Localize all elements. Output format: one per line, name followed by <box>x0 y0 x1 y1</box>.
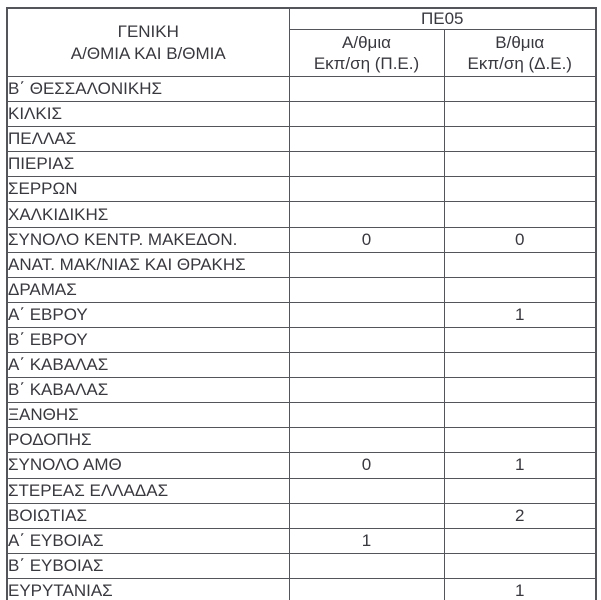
table-row-total <box>7 227 596 252</box>
table-row <box>7 403 596 428</box>
table-row <box>7 478 596 503</box>
pe-value-cell: 1 <box>289 528 444 553</box>
region-cell: Β΄ ΕΥΒΟΙΑΣ <box>7 553 289 578</box>
pe-value-cell <box>289 428 444 453</box>
region-cell: ΠΙΕΡΙΑΣ <box>7 152 289 177</box>
table-row <box>7 428 596 453</box>
table-row <box>7 503 596 528</box>
table-row <box>7 302 596 327</box>
region-cell: ΒΟΙΩΤΙΑΣ <box>7 503 289 528</box>
region-cell: ΞΑΝΘΗΣ <box>7 403 289 428</box>
region-cell: ΣΥΝΟΛΟ ΑΜΘ <box>7 453 289 478</box>
pe-value-cell <box>289 578 444 600</box>
region-cell: ΣΥΝΟΛΟ ΚΕΝΤΡ. ΜΑΚΕΔΟΝ. <box>7 227 289 252</box>
table-row <box>7 353 596 378</box>
de-value-cell <box>444 528 596 553</box>
de-value-cell <box>444 102 596 127</box>
table-row <box>7 528 596 553</box>
pe-value-cell <box>289 77 444 102</box>
primary-education-header-cell <box>289 30 444 77</box>
de-value-cell <box>444 202 596 227</box>
pe-value-cell <box>289 152 444 177</box>
region-cell: Α΄ ΕΥΒΟΙΑΣ <box>7 528 289 553</box>
table-row <box>7 77 596 102</box>
de-value-cell <box>444 428 596 453</box>
corner-header-cell <box>7 8 289 77</box>
region-cell: ΣΕΡΡΩΝ <box>7 177 289 202</box>
pe-value-cell <box>289 102 444 127</box>
table-row <box>7 327 596 352</box>
pe-value-cell <box>289 252 444 277</box>
de-value-cell: 1 <box>444 302 596 327</box>
table-row <box>7 553 596 578</box>
table-group-header-row <box>7 8 596 30</box>
pe-value-cell <box>289 503 444 528</box>
pe-value-cell: 0 <box>289 227 444 252</box>
staffing-table <box>6 7 597 600</box>
de-value-cell: 1 <box>444 578 596 600</box>
pe-value-cell <box>289 553 444 578</box>
table-row <box>7 152 596 177</box>
region-cell: Β΄ ΕΒΡΟΥ <box>7 327 289 352</box>
de-value-cell <box>444 152 596 177</box>
region-cell: ΕΥΡΥΤΑΝΙΑΣ <box>7 578 289 600</box>
de-value-cell <box>444 478 596 503</box>
table-row <box>7 378 596 403</box>
region-cell: ΡΟΔΟΠΗΣ <box>7 428 289 453</box>
pe-value-cell <box>289 127 444 152</box>
region-cell: ΔΡΑΜΑΣ <box>7 277 289 302</box>
de-value-cell <box>444 353 596 378</box>
de-value-cell <box>444 127 596 152</box>
primary-header-line1: Α/θμια <box>342 32 391 52</box>
table-row <box>7 252 596 277</box>
secondary-header-line2: Εκπ/ση (Δ.Ε.) <box>467 54 572 73</box>
de-value-cell <box>444 403 596 428</box>
de-value-cell <box>444 77 596 102</box>
corner-header-line2: Α/ΘΜΙΑ ΚΑΙ Β/ΘΜΙΑ <box>70 43 226 63</box>
table-row <box>7 127 596 152</box>
de-value-cell <box>444 252 596 277</box>
region-cell: ΣΤΕΡΕΑΣ ΕΛΛΑΔΑΣ <box>7 478 289 503</box>
primary-header-line2: Εκπ/ση (Π.Ε.) <box>313 54 420 73</box>
de-value-cell <box>444 553 596 578</box>
de-value-cell: 2 <box>444 503 596 528</box>
de-value-cell: 1 <box>444 453 596 478</box>
specialty-header-cell: ΠΕ05 <box>289 8 596 30</box>
de-value-cell <box>444 327 596 352</box>
table-row <box>7 177 596 202</box>
table-row <box>7 277 596 302</box>
corner-header-line1: ΓΕΝΙΚΗ <box>117 22 179 42</box>
table-row <box>7 578 596 600</box>
de-value-cell <box>444 277 596 302</box>
pe-value-cell <box>289 403 444 428</box>
region-cell: Β΄ ΚΑΒΑΛΑΣ <box>7 378 289 403</box>
region-cell: Β΄ ΘΕΣΣΑΛΟΝΙΚΗΣ <box>7 77 289 102</box>
table-row <box>7 102 596 127</box>
pe-value-cell <box>289 353 444 378</box>
pe-value-cell <box>289 277 444 302</box>
region-cell: ΠΕΛΛΑΣ <box>7 127 289 152</box>
pe-value-cell <box>289 302 444 327</box>
secondary-header-line1: Β/θμια <box>495 32 545 52</box>
pe-value-cell <box>289 202 444 227</box>
de-value-cell: 0 <box>444 227 596 252</box>
pe-value-cell <box>289 177 444 202</box>
pe-value-cell: 0 <box>289 453 444 478</box>
region-cell: Α΄ ΕΒΡΟΥ <box>7 302 289 327</box>
region-cell: ΚΙΛΚΙΣ <box>7 102 289 127</box>
de-value-cell <box>444 177 596 202</box>
region-cell: ΧΑΛΚΙΔΙΚΗΣ <box>7 202 289 227</box>
pe-value-cell <box>289 327 444 352</box>
de-value-cell <box>444 378 596 403</box>
pe-value-cell <box>289 478 444 503</box>
secondary-education-header-cell <box>444 30 596 77</box>
region-cell: ΑΝΑΤ. ΜΑΚ/ΝΙΑΣ ΚΑΙ ΘΡΑΚΗΣ <box>7 252 289 277</box>
table-row <box>7 202 596 227</box>
table-row-total <box>7 453 596 478</box>
pe-value-cell <box>289 378 444 403</box>
region-cell: Α΄ ΚΑΒΑΛΑΣ <box>7 353 289 378</box>
